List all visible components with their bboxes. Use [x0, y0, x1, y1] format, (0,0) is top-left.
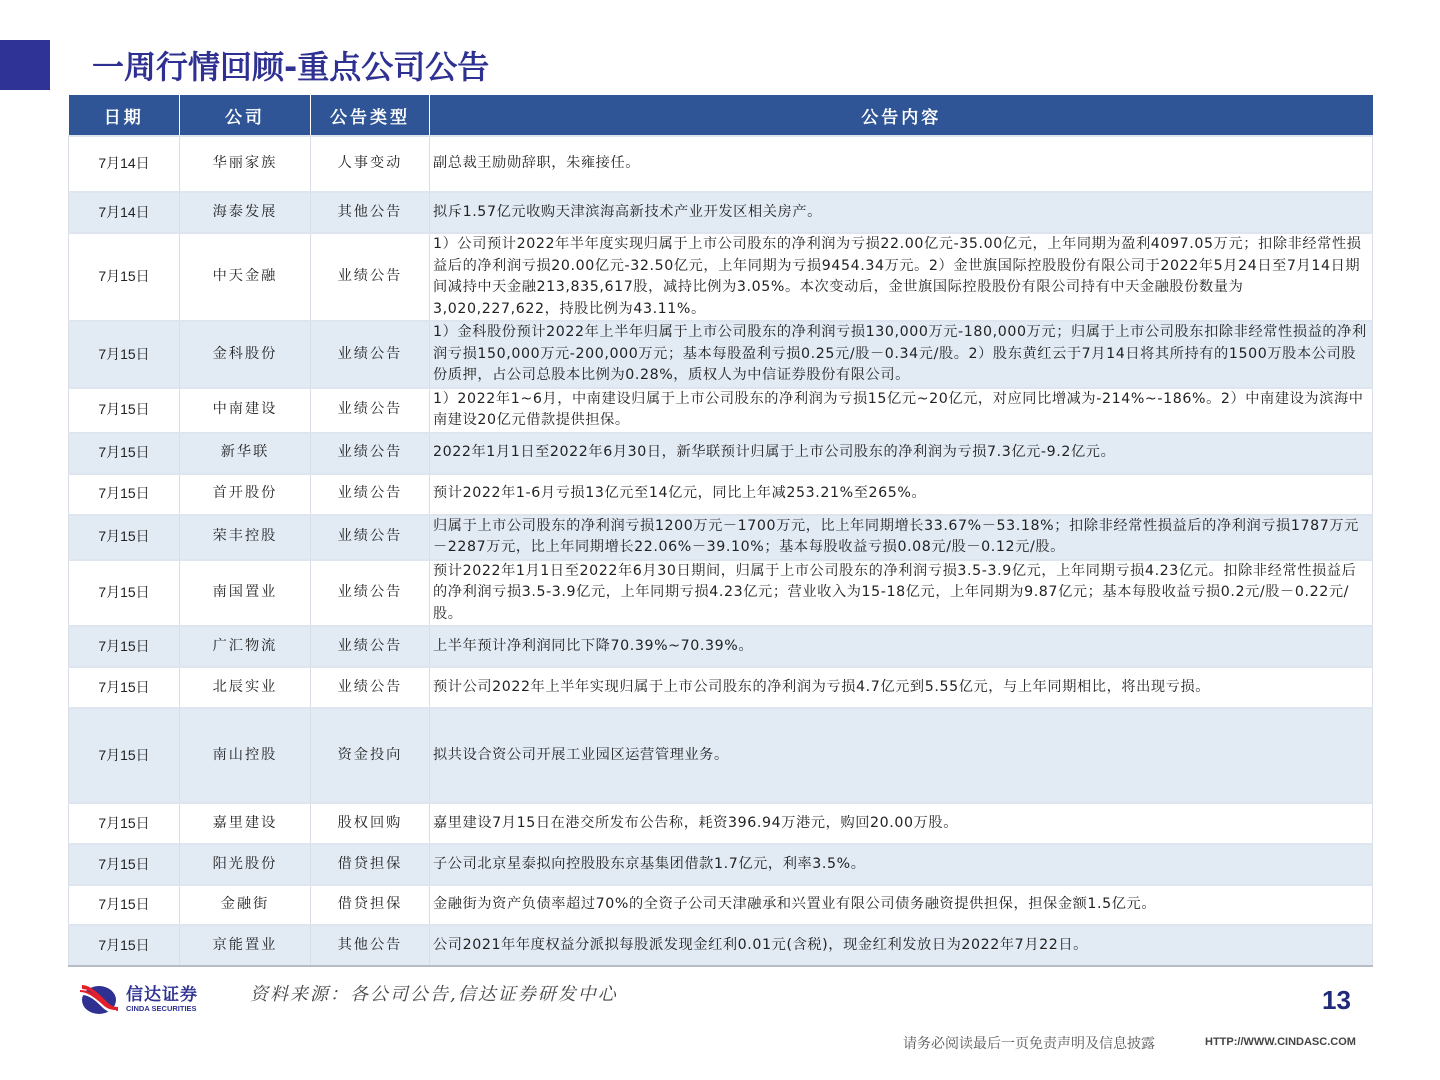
- cell-date: 7月15日: [69, 560, 180, 627]
- cell-content: 1）金科股份预计2022年上半年归属于上市公司股东的净利润亏损130,000万元-180,000万元；归属于上市公司股东扣除非经常性损益的净利润亏损150,000万元-200,000万元；基本每股盈利亏损0.25元/股－0.34元/股。2）股东黄红云于7月14日将其所持有的1500万股本公司股份质押，占公司总股本比例为0.28%，质权人为中信证券股份有限公司。: [430, 321, 1373, 388]
- announcements-table-container: [68, 95, 1373, 967]
- cell-content: 子公司北京星泰拟向控股股东京基集团借款1.7亿元，利率3.5%。: [430, 844, 1373, 885]
- cell-date: 7月15日: [69, 388, 180, 433]
- table-header-row: [69, 95, 1373, 136]
- table-row: [69, 233, 1373, 321]
- cell-type: 人事变动: [311, 136, 430, 192]
- cell-type: 业绩公告: [311, 667, 430, 708]
- cell-date: 7月15日: [69, 844, 180, 885]
- table-row: [69, 885, 1373, 925]
- header-date: 日期: [69, 95, 180, 136]
- cell-content: 拟共设合资公司开展工业园区运营管理业务。: [430, 708, 1373, 803]
- cell-date: 7月15日: [69, 708, 180, 803]
- cell-company: 南山控股: [180, 708, 311, 803]
- cell-company: 北辰实业: [180, 667, 311, 708]
- cell-type: 其他公告: [311, 925, 430, 966]
- table-row: [69, 803, 1373, 844]
- table-row: [69, 192, 1373, 233]
- cell-date: 7月15日: [69, 474, 180, 515]
- table-row: [69, 925, 1373, 966]
- cell-company: 南国置业: [180, 560, 311, 627]
- table-row: [69, 708, 1373, 803]
- cell-content: 预计2022年1-6月亏损13亿元至14亿元，同比上年减253.21%至265%。: [430, 474, 1373, 515]
- cell-content: 2022年1月1日至2022年6月30日，新华联预计归属于上市公司股东的净利润为亏损7.3亿元-9.2亿元。: [430, 433, 1373, 474]
- cell-company: 阳光股份: [180, 844, 311, 885]
- cell-content: 归属于上市公司股东的净利润亏损1200万元－1700万元，比上年同期增长33.67%－53.18%；扣除非经常性损益后的净利润亏损1787万元－2287万元，比上年同期增长22.06%－39.10%；基本每股收益亏损0.08元/股－0.12元/股。: [430, 515, 1373, 560]
- cell-type: 借贷担保: [311, 885, 430, 925]
- header-company: 公司: [180, 95, 311, 136]
- cell-type: 借贷担保: [311, 844, 430, 885]
- table-row: [69, 136, 1373, 192]
- data-source-note: 资料来源：各公司公告,信达证券研发中心: [250, 984, 618, 1005]
- cell-company: 中南建设: [180, 388, 311, 433]
- cell-company: 广汇物流: [180, 626, 311, 667]
- announcements-table: [68, 95, 1373, 967]
- cell-type: 业绩公告: [311, 626, 430, 667]
- table-row: [69, 515, 1373, 560]
- table-row: [69, 844, 1373, 885]
- cell-content: 副总裁王励勋辞职，朱雍接任。: [430, 136, 1373, 192]
- table-row: [69, 560, 1373, 627]
- header-type: 公告类型: [311, 95, 430, 136]
- cell-company: 金融街: [180, 885, 311, 925]
- cell-date: 7月14日: [69, 136, 180, 192]
- cell-type: 业绩公告: [311, 321, 430, 388]
- cell-company: 嘉里建设: [180, 803, 311, 844]
- table-row: [69, 667, 1373, 708]
- cell-date: 7月15日: [69, 626, 180, 667]
- cell-content: 嘉里建设7月15日在港交所发布公告称，耗资396.94万港元，购回20.00万股。: [430, 803, 1373, 844]
- header-content: 公告内容: [430, 95, 1373, 136]
- table-row: [69, 321, 1373, 388]
- logo-text-cn: 信达证券: [126, 984, 198, 1005]
- cell-content: 上半年预计净利润同比下降70.39%~70.39%。: [430, 626, 1373, 667]
- cinda-securities-logo: [80, 983, 198, 1015]
- table-row: [69, 474, 1373, 515]
- cell-type: 业绩公告: [311, 515, 430, 560]
- cell-type: 业绩公告: [311, 233, 430, 321]
- cell-date: 7月15日: [69, 433, 180, 474]
- cinda-logo-icon: [80, 983, 118, 1015]
- website-link[interactable]: HTTP://WWW.CINDASC.COM: [1205, 1036, 1356, 1048]
- cell-company: 新华联: [180, 433, 311, 474]
- cell-date: 7月14日: [69, 192, 180, 233]
- cell-type: 业绩公告: [311, 474, 430, 515]
- table-row: [69, 433, 1373, 474]
- cell-type: 其他公告: [311, 192, 430, 233]
- page-title: 一周行情回顾-重点公司公告: [92, 48, 490, 86]
- table-row: [69, 388, 1373, 433]
- cell-type: 业绩公告: [311, 560, 430, 627]
- cell-type: 业绩公告: [311, 433, 430, 474]
- cell-content: 预计2022年1月1日至2022年6月30日期间，归属于上市公司股东的净利润亏损3.5-3.9亿元，上年同期亏损4.23亿元。扣除非经常性损益后的净利润亏损3.5-3.9亿元，上年同期亏损4.23亿元；营业收入为15-18亿元，上年同期为9.87亿元；基本每股收益亏损0.2元/股－0.22元/股。: [430, 560, 1373, 627]
- cell-company: 荣丰控股: [180, 515, 311, 560]
- cell-content: 1）2022年1~6月，中南建设归属于上市公司股东的净利润为亏损15亿元~20亿元，对应同比增减为-214%~-186%。2）中南建设为滨海中南建设20亿元借款提供担保。: [430, 388, 1373, 433]
- cell-company: 京能置业: [180, 925, 311, 966]
- disclaimer-text: 请务必阅读最后一页免责声明及信息披露: [903, 1036, 1155, 1052]
- corner-accent-block: [0, 40, 50, 90]
- cell-type: 股权回购: [311, 803, 430, 844]
- cell-date: 7月15日: [69, 321, 180, 388]
- cell-date: 7月15日: [69, 925, 180, 966]
- cell-content: 拟斥1.57亿元收购天津滨海高新技术产业开发区相关房产。: [430, 192, 1373, 233]
- cell-company: 华丽家族: [180, 136, 311, 192]
- cell-company: 金科股份: [180, 321, 311, 388]
- cell-date: 7月15日: [69, 515, 180, 560]
- cell-date: 7月15日: [69, 803, 180, 844]
- cell-company: 中天金融: [180, 233, 311, 321]
- table-row: [69, 626, 1373, 667]
- logo-text-en: CINDA SECURITIES: [126, 1003, 197, 1013]
- cell-company: 首开股份: [180, 474, 311, 515]
- cell-content: 1）公司预计2022年半年度实现归属于上市公司股东的净利润为亏损22.00亿元-35.00亿元，上年同期为盈利4097.05万元；扣除非经常性损益后的净利润亏损20.00亿元-32.50亿元，上年同期为亏损9454.34万元。2）金世旗国际控股股份有限公司于2022年5月24日至7月14日期间减持中天金融213,835,617股，减持比例为3.05%。本次变动后，金世旗国际控股股份有限公司持有中天金融股份数量为3,020,227,622，持股比例为43.11%。: [430, 233, 1373, 321]
- page-number: 13: [1322, 985, 1351, 1015]
- cell-date: 7月15日: [69, 233, 180, 321]
- cell-type: 资金投向: [311, 708, 430, 803]
- cell-content: 公司2021年年度权益分派拟每股派发现金红利0.01元(含税)，现金红利发放日为2022年7月22日。: [430, 925, 1373, 966]
- cell-type: 业绩公告: [311, 388, 430, 433]
- cell-company: 海泰发展: [180, 192, 311, 233]
- cell-content: 预计公司2022年上半年实现归属于上市公司股东的净利润为亏损4.7亿元到5.55亿元，与上年同期相比，将出现亏损。: [430, 667, 1373, 708]
- cell-date: 7月15日: [69, 885, 180, 925]
- cell-content: 金融街为资产负债率超过70%的全资子公司天津融承和兴置业有限公司债务融资提供担保，担保金额1.5亿元。: [430, 885, 1373, 925]
- cell-date: 7月15日: [69, 667, 180, 708]
